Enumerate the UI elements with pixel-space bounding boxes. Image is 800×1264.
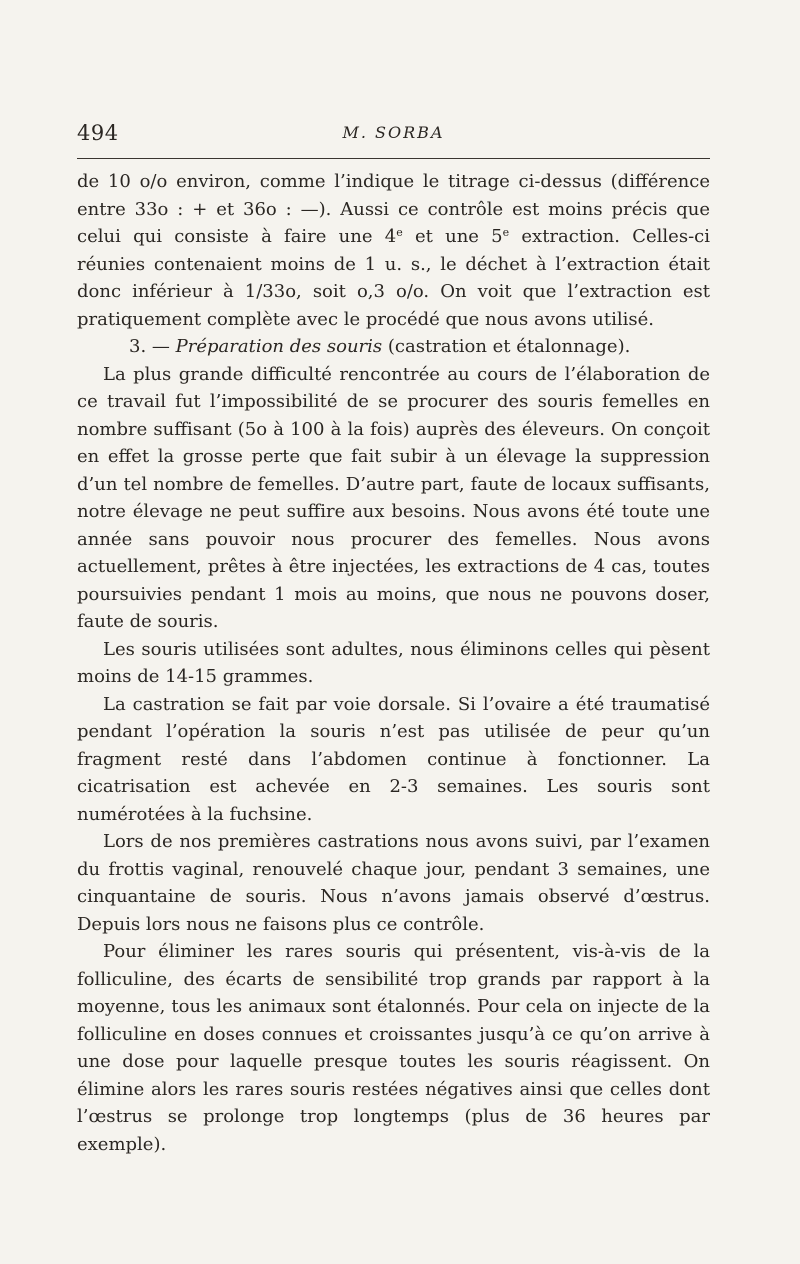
paragraph: La castration se fait par voie dorsale. Si l’ovaire a été traumatisé pendant l’opération la souris n’est pas utilisée de peur qu’un fragment resté dans l’abdomen continue à fonctionner. La cicatrisation est achevée en 2-3 semaines. Les souris sont numérotées à la fuchsine. <box>77 693 710 825</box>
section-number: 3. — <box>129 336 170 357</box>
section-heading <box>77 333 710 361</box>
paragraph-text: et une 5 <box>402 226 503 247</box>
paragraph-text: extraction. Celles-ci réunies contenaient moins de 1 u. s., le déchet à l’extraction était donc inférieur à 1/33o, soit o,3 o/o. On voit que l’extraction est pratiquement complète avec le procédé que nous avons utilisé. <box>77 226 710 330</box>
page-header <box>77 121 710 151</box>
section-title-italic: Préparation des souris <box>175 336 383 357</box>
header-rule <box>77 158 710 159</box>
running-head: M. SORBA <box>342 123 445 142</box>
paragraph: La plus grande difficulté rencontrée au cours de l’élaboration de ce travail fut l’impossibilité de se procurer des souris femelles en nombre suffisant (5o à 100 à la fois) auprès des éleveurs. On conçoit en effet la grosse perte que fait subir à un élevage la suppression d’un tel nombre de femelles. D’autre part, faute de locaux suffisants, notre élevage ne peut suffire aux besoins. Nous avons été toute une année sans pouvoir nous procurer des femelles. Nous avons actuellement, prêtes à être injectées, les extractions de 4 cas, toutes poursuivies pendant 1 mois au moins, que nous ne pouvons doser, faute de souris. <box>77 363 710 632</box>
superscript: e <box>502 226 510 239</box>
superscript: e <box>396 226 403 239</box>
paragraph-continued <box>77 168 710 333</box>
body-text <box>77 168 710 1158</box>
paragraph-text: de 10 o/o environ, comme l’indique le titrage ci-dessus (différence entre 33o : + et 36o : —). Aussi ce contrôle est moins précis que celui qui consiste à faire une 4 <box>77 171 710 247</box>
paragraph: Pour éliminer les rares souris qui présentent, vis-à-vis de la folliculine, des écarts de sensibilité trop grands par rapport à la moyenne, tous les animaux sont étalonnés. Pour cela on injecte de la folliculine en doses connues et croissantes jusqu’à ce qu’on arrive à une dose pour laquelle presque toutes les souris réagissent. On élimine alors les rares souris restées négatives ainsi que celles dont l’œstrus se prolonge trop longtemps (plus de 36 heures par exemple). <box>77 941 710 1155</box>
paragraph: Les souris utilisées sont adultes, nous éliminons celles qui pèsent moins de 14-15 grammes. <box>77 638 710 687</box>
page-number: 494 <box>77 121 119 145</box>
section-title-rest: (castration et étalonnage). <box>387 336 631 357</box>
paragraph: Lors de nos premières castrations nous avons suivi, par l’examen du frottis vaginal, renouvelé chaque jour, pendant 3 semaines, une cinquantaine de souris. Nous n’avons jamais observé d’œstrus. Depuis lors nous ne faisons plus ce contrôle. <box>77 831 710 935</box>
